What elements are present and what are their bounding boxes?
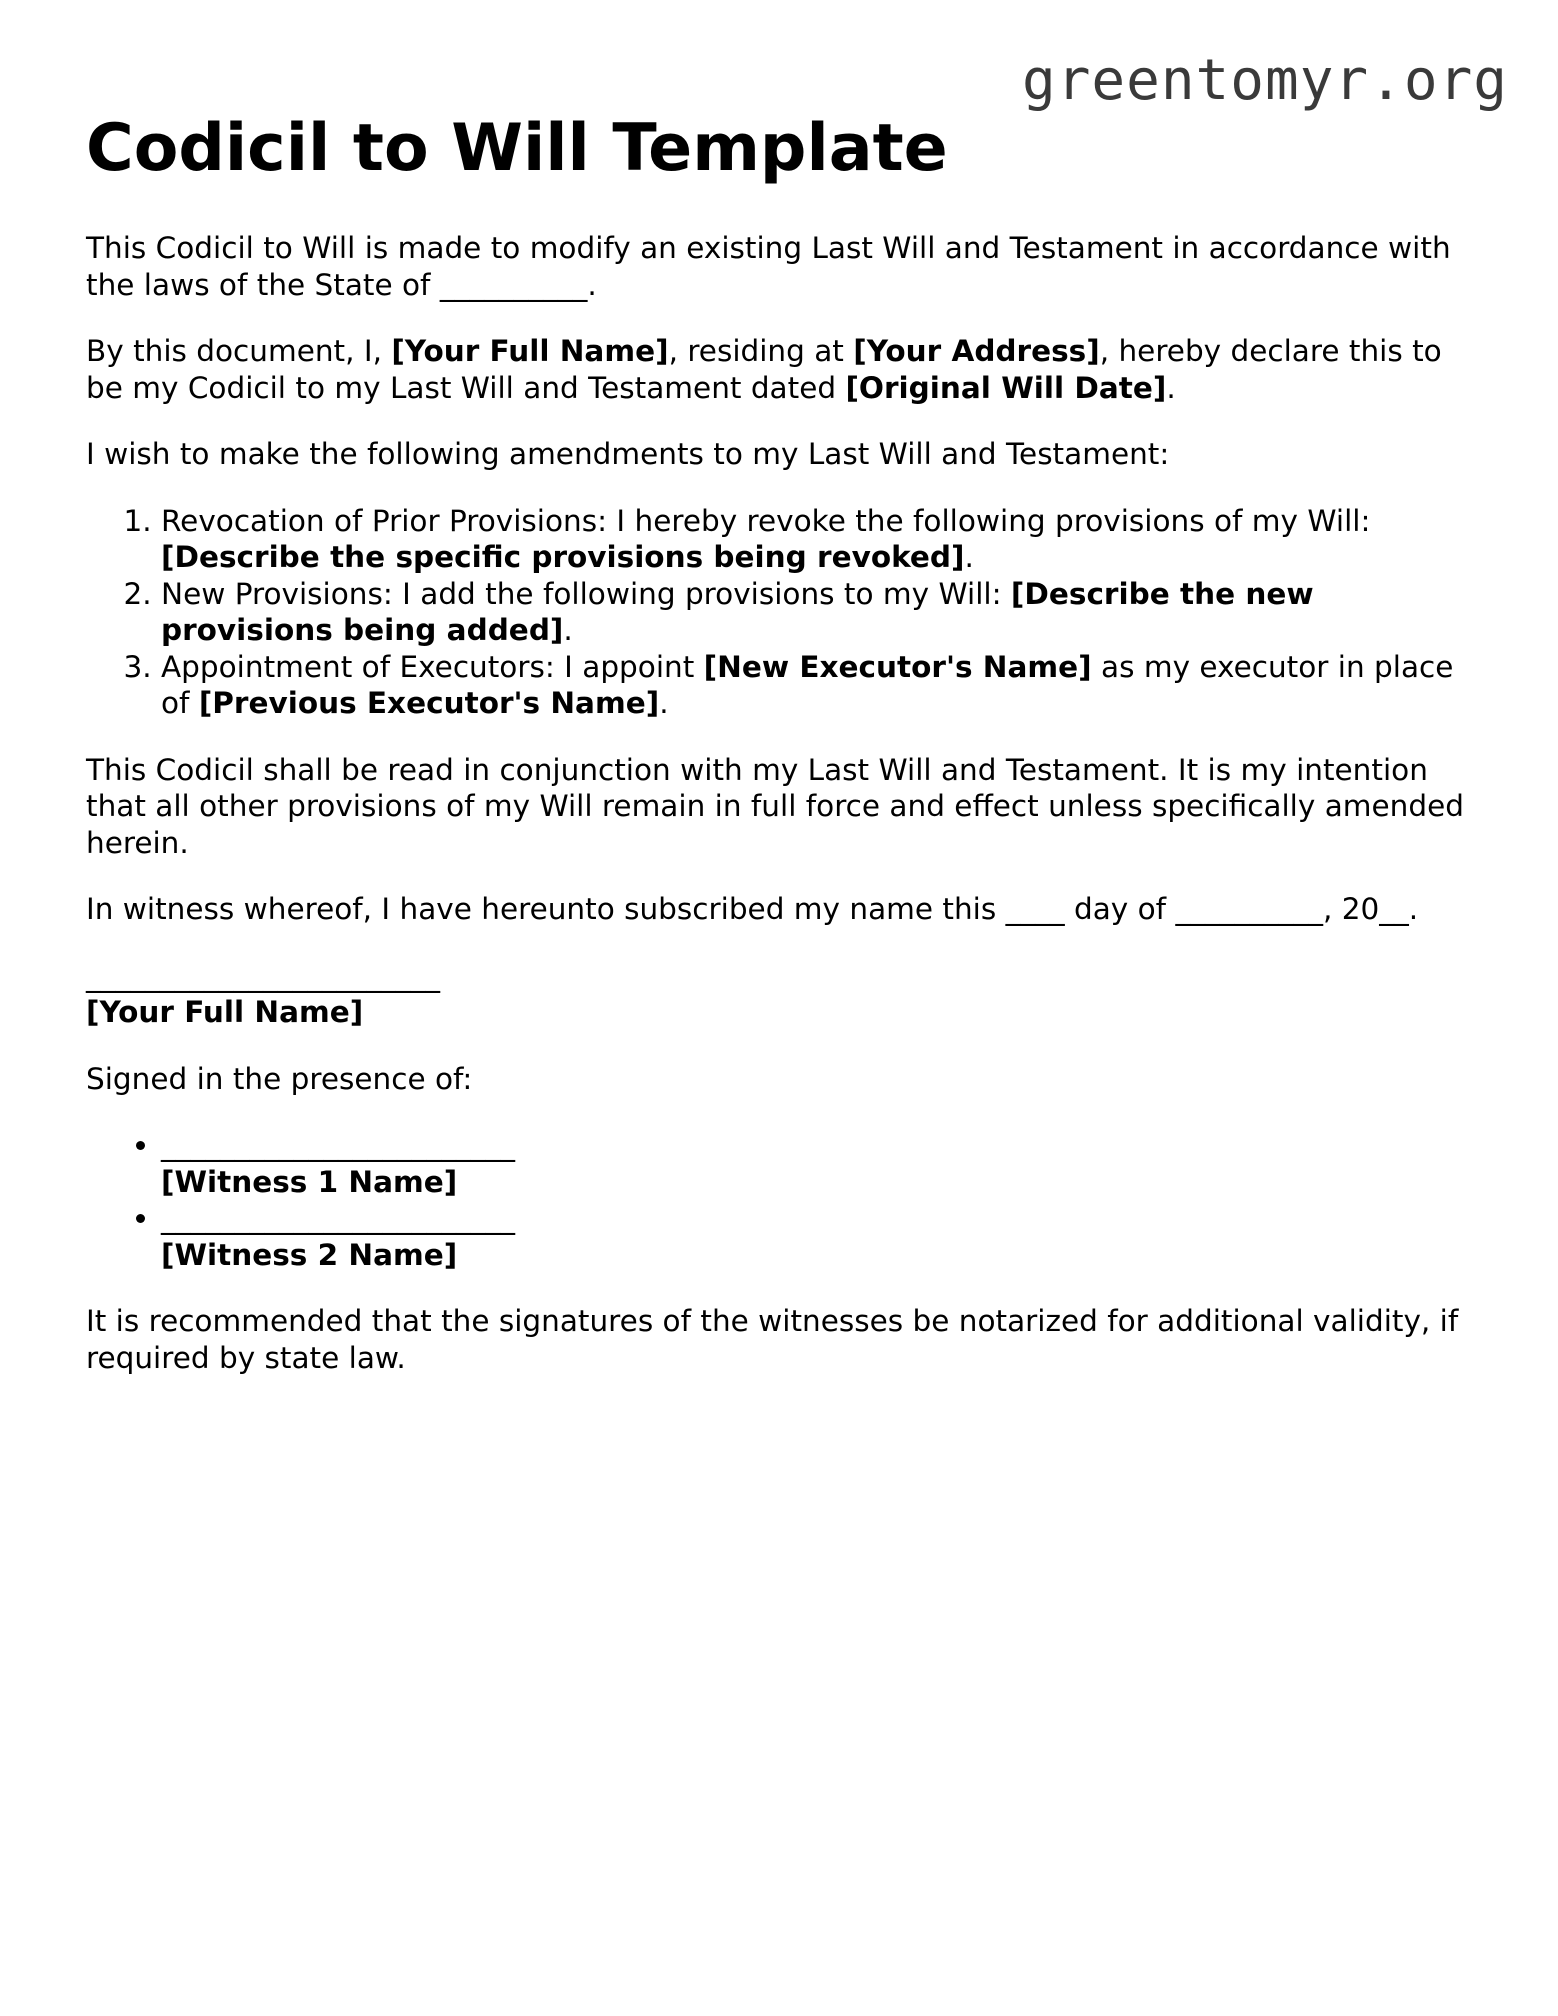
amendment-item-revocation bbox=[161, 503, 1486, 576]
address-placeholder: [Your Address] bbox=[853, 334, 1100, 368]
amendment-end: . bbox=[563, 613, 573, 647]
full-name-placeholder: [Your Full Name] bbox=[391, 334, 669, 368]
amendment-placeholder: [Describe the specific provisions being revoked] bbox=[161, 540, 965, 574]
witness-signature-line: • ________________________ bbox=[161, 1128, 515, 1162]
declaration-mid2: , hereby declare this to be my Codicil to my Last Will and Testament dated bbox=[86, 334, 1442, 405]
watermark: greentomyr.org bbox=[1021, 48, 1508, 113]
amendment-end: . bbox=[964, 540, 974, 574]
amendments-list bbox=[86, 503, 1486, 722]
intro-paragraph: This Codicil to Will is made to modify an existing Last Will and Testament in accordance with the laws of the State of __________. bbox=[86, 231, 1451, 302]
notary-note: It is recommended that the signatures of the witnesses be notarized for additional validity, if required by state law. bbox=[86, 1304, 1459, 1375]
amendment-mid: as my executor in place of bbox=[161, 649, 1454, 720]
amendment-item-new-provisions bbox=[161, 576, 1486, 649]
previous-executor-placeholder: [Previous Executor's Name] bbox=[198, 686, 660, 720]
witness-item bbox=[161, 1127, 1486, 1200]
testator-signature-block bbox=[86, 958, 1486, 1031]
declaration-suffix: . bbox=[1166, 370, 1176, 405]
witness-name: [Witness 2 Name] bbox=[161, 1237, 458, 1272]
amendment-text: Revocation of Prior Provisions: I hereby revoke the following provisions of my Will: bbox=[161, 503, 1371, 538]
declaration-prefix: By this document, I, bbox=[86, 334, 392, 368]
witness-item bbox=[161, 1200, 1486, 1273]
page-title: Codicil to Will Template bbox=[86, 111, 948, 186]
conjunction-paragraph: This Codicil shall be read in conjunction with my Last Will and Testament. It is my intention that all other provisions of my Will remain in full force and effect unless specifically amended herein. bbox=[86, 752, 1464, 860]
amendment-text: New Provisions: I add the following provisions to my Will: bbox=[161, 576, 1011, 611]
document-body bbox=[86, 108, 1486, 1406]
will-date-placeholder: [Original Will Date] bbox=[845, 370, 1167, 405]
amendment-placeholder: [Describe the new provisions being added] bbox=[161, 576, 1314, 647]
amendment-item-executors bbox=[161, 649, 1486, 722]
amendments-intro: I wish to make the following amendments to my Last Will and Testament: bbox=[86, 437, 1170, 471]
amendment-text: Appointment of Executors: I appoint bbox=[161, 649, 704, 684]
witness-statement: In witness whereof, I have hereunto subscribed my name this ____ day of __________, 20__. bbox=[86, 892, 1419, 926]
presence-label: Signed in the presence of: bbox=[86, 1061, 473, 1096]
declaration-paragraph bbox=[86, 333, 1486, 406]
witness-signature-line: • ________________________ bbox=[161, 1201, 515, 1235]
declaration-mid1: , residing at bbox=[668, 334, 854, 368]
new-executor-placeholder: [New Executor's Name] bbox=[703, 649, 1092, 684]
signature-line: ________________________ bbox=[86, 958, 440, 993]
witness-list bbox=[86, 1127, 1486, 1273]
amendment-end: . bbox=[659, 686, 669, 720]
witness-name: [Witness 1 Name] bbox=[161, 1164, 458, 1199]
signature-name: [Your Full Name] bbox=[86, 995, 364, 1029]
